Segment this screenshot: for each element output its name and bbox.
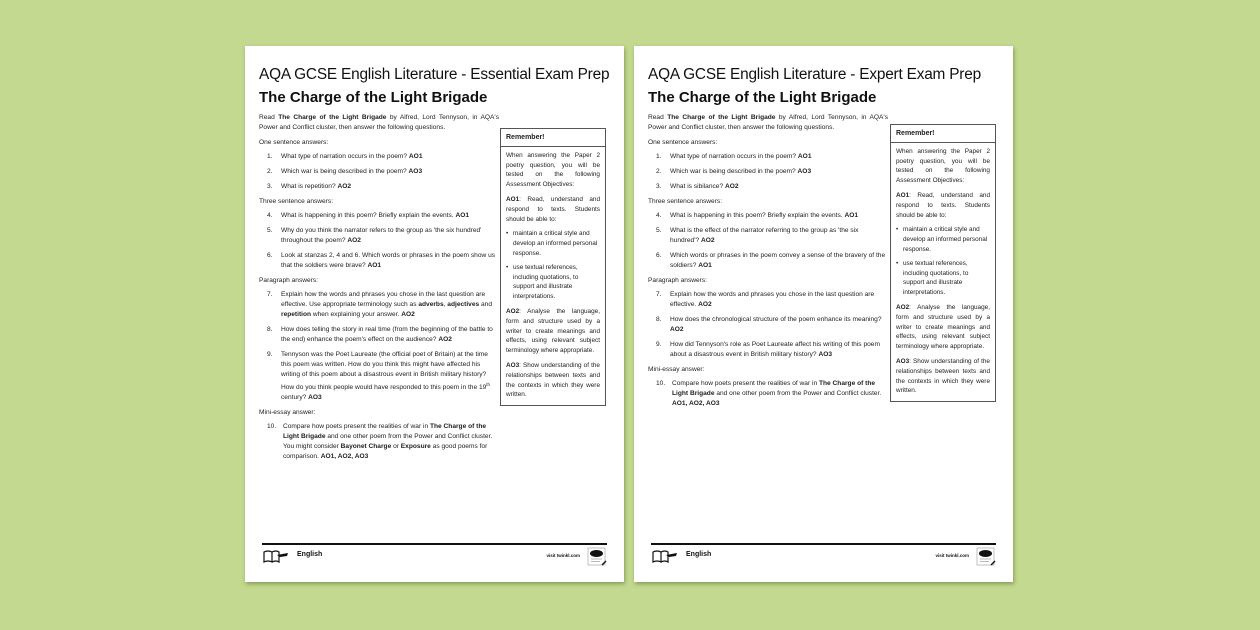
question-item: 5. Why do you think the narrator refers to the group as 'the six hundred' throughout the poem? AO2 [267, 227, 482, 244]
page-subtitle: The Charge of the Light Brigade [259, 89, 488, 106]
twinkl-badge-icon [976, 547, 996, 567]
question-item: 2. Which war is being described in the poem? AO3 [267, 168, 423, 175]
question-item: 10. Compare how poets present the realities of war in The Charge of the Light Brigade and one other poem from the Power and Conflict cluster. AO1, AO2, AO3 [656, 380, 882, 407]
intro-text: Read The Charge of the Light Brigade by Alfred, Lord Tennyson, in AQA's Power and Conflict cluster, then answer the following questions. [259, 114, 499, 131]
ao2-description: AO2: Analyse the language, form and structure used by a writer to create meanings and effects, using relevant subject terminology where appropriate. [506, 307, 600, 355]
question-item: 6. Look at stanzas 2, 4 and 6. Which words or phrases in the poem show us that the soldiers were brave? AO1 [267, 252, 496, 269]
question-item: 7. Explain how the words and phrases you chose in the last question are effective. AO2 [656, 291, 875, 308]
bullet-item: • maintain a critical style and develop an informed personal response. [506, 229, 600, 258]
ao3-description: AO3: Show understanding of the relationships between texts and the contexts in which they were written. [896, 357, 990, 395]
question-item: 8. How does the chronological structure of the poem enhance its meaning? AO2 [656, 316, 882, 333]
ao1-description: AO1: Read, understand and respond to texts. Students should be able to: [506, 195, 600, 223]
bullet-item: • maintain a critical style and develop an informed personal response. [896, 225, 990, 254]
ao1-bullets [896, 225, 990, 298]
bullet-item: • use textual references, including quotations, to support and illustrate interpretations. [896, 259, 990, 298]
book-hand-icon [263, 549, 289, 563]
worksheet-page-expert [634, 46, 1013, 582]
footer-subject: English [686, 551, 712, 558]
question-item: 8. How does telling the story in real time (from the beginning of the battle to the end) enhance the poem's effect on the audience? AO2 [267, 326, 493, 343]
twinkl-badge-icon [587, 547, 607, 567]
remember-heading: Remember! [891, 125, 995, 143]
footer-subject: English [297, 551, 323, 558]
questions-column [648, 113, 888, 414]
section-label: Mini-essay answer: [259, 409, 316, 417]
footer-url-link[interactable]: visit twinkl.com [935, 553, 969, 558]
footer-divider [262, 543, 607, 545]
remember-intro: When answering the Paper 2 poetry question, you will be tested on the following Assessment Objectives: [506, 151, 600, 189]
question-item: 4. What is happening in this poem? Briefly explain the events. AO1 [656, 212, 859, 219]
question-item: 9. Tennyson was the Poet Laureate (the official poet of Britain) at the time this poem was written. How do you think this might have affected his writing of this poem about a disastrous event in British military history? How do you think people would have responded to this poem in the 19th century? AO3 [267, 351, 491, 402]
question-item: 7. Explain how the words and phrases you chose in the last question are effective. Use appropriate terminology such as adverbs, adjectives and repetition when explaining your answer. AO2 [267, 291, 493, 318]
section-label: One sentence answers: [259, 139, 329, 146]
question-item: 2. Which war is being described in the poem? AO3 [656, 168, 812, 175]
remember-box [890, 124, 996, 402]
question-item: 9. How did Tennyson's role as Poet Laureate affect his writing of this poem about a disastrous event in British military history? AO3 [656, 341, 880, 358]
section-label: Three sentence answers: [259, 198, 334, 205]
remember-heading: Remember! [501, 129, 605, 147]
remember-intro: When answering the Paper 2 poetry question, you will be tested on the following Assessment Objectives: [896, 147, 990, 185]
footer-url-link[interactable]: visit twinkl.com [546, 553, 580, 558]
book-hand-icon [652, 549, 678, 563]
question-item: 3. What is repetition? AO2 [267, 183, 352, 190]
question-item: 1. What type of narration occurs in the poem? AO1 [656, 153, 812, 160]
section-label: Paragraph answers: [648, 277, 708, 284]
questions-column [259, 113, 499, 467]
page-subtitle: The Charge of the Light Brigade [648, 89, 877, 106]
section-label: Mini-essay answer: [648, 366, 705, 373]
ao2-description: AO2: Analyse the language, form and structure used by a writer to create meanings and effects, using relevant subject terminology where appropriate. [896, 303, 990, 351]
question-item: 4. What is happening in this poem? Briefly explain the events. AO1 [267, 212, 470, 219]
bullet-item: • use textual references, including quotations, to support and illustrate interpretations. [506, 263, 600, 302]
section-label: Paragraph answers: [259, 277, 319, 284]
ao1-description: AO1: Read, understand and respond to texts. Students should be able to: [896, 191, 990, 219]
ao1-bullets [506, 229, 600, 302]
question-item: 6. Which words or phrases in the poem convey a sense of the bravery of the soldiers? AO1 [656, 252, 886, 269]
intro-text: Read The Charge of the Light Brigade by Alfred, Lord Tennyson, in AQA's Power and Conflict cluster, then answer the following questions. [648, 114, 888, 131]
section-label: One sentence answers: [648, 139, 718, 146]
page-title: AQA GCSE English Literature - Essential Exam Prep [259, 66, 610, 83]
page-title: AQA GCSE English Literature - Expert Exam Prep [648, 66, 981, 83]
footer-divider [651, 543, 996, 545]
remember-box [500, 128, 606, 406]
question-item: 1. What type of narration occurs in the poem? AO1 [267, 153, 423, 160]
worksheet-page-essential [245, 46, 624, 582]
section-label: Three sentence answers: [648, 198, 723, 205]
ao3-description: AO3: Show understanding of the relationships between texts and the contexts in which they were written. [506, 361, 600, 399]
question-item: 3. What is sibilance? AO2 [656, 183, 739, 190]
question-item: 10. Compare how poets present the realities of war in The Charge of the Light Brigade and one other poem from the Power and Conflict cluster. You might consider Bayonet Charge or Exposure as good poems for comparison. AO1, AO2, AO3 [267, 423, 493, 461]
question-item: 5. What is the effect of the narrator referring to the group as 'the six hundred'? AO2 [656, 227, 859, 244]
